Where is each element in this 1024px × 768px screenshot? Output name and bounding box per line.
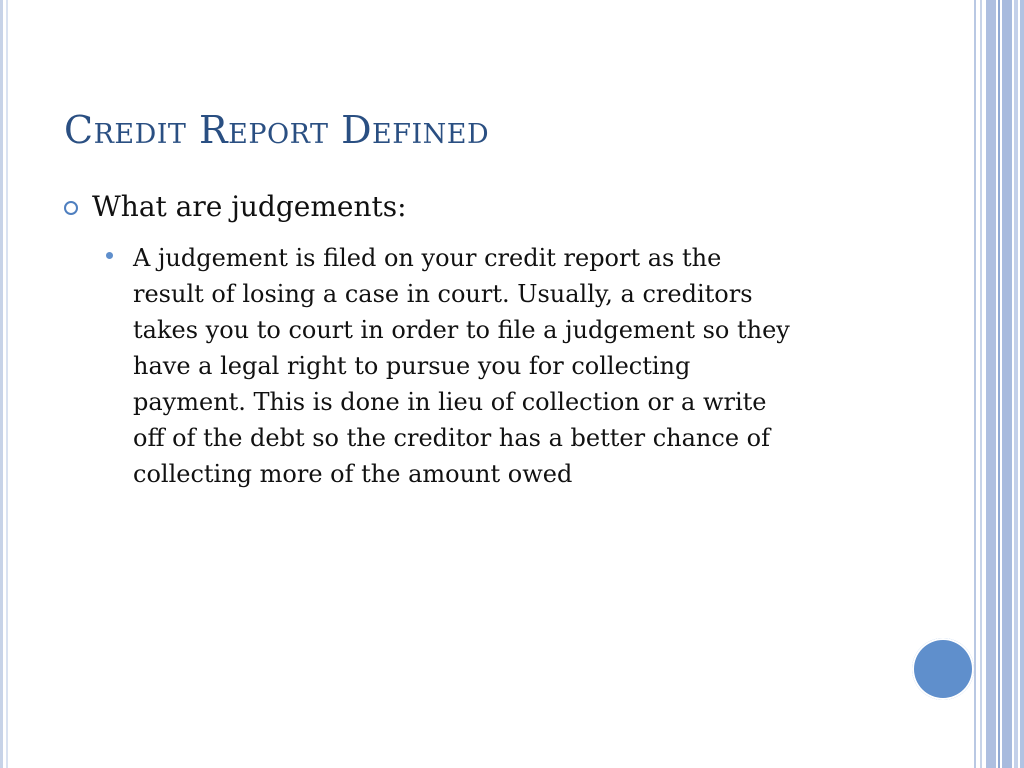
bullet-level-1-text: What are judgements: — [92, 190, 407, 223]
right-stripe — [986, 0, 996, 768]
paragraph-line: collecting more of the amount owed — [133, 460, 573, 488]
paragraph-line: off of the debt so the creditor has a better chance of — [133, 424, 770, 452]
right-stripe — [980, 0, 982, 768]
paragraph-line: A judgement is filed on your credit report as the — [133, 244, 722, 272]
right-stripe — [974, 0, 976, 768]
right-stripe — [1002, 0, 1012, 768]
right-border-decoration — [974, 0, 1024, 768]
ring-bullet-icon — [64, 201, 78, 215]
paragraph-line: payment. This is done in lieu of collection or a write — [133, 388, 767, 416]
paragraph-line: have a legal right to pursue you for collecting — [133, 352, 691, 380]
slide-title: Credit Report Defined — [64, 108, 490, 152]
bullet-level-1 — [64, 189, 884, 225]
paragraph-line: result of losing a case in court. Usually, a creditors — [133, 280, 753, 308]
paragraph-line: takes you to court in order to file a judgement so they — [133, 316, 790, 344]
left-stripe — [6, 0, 8, 768]
left-stripe — [0, 0, 3, 768]
bullet-level-2-paragraph — [133, 240, 893, 492]
decorative-circle — [912, 638, 974, 700]
right-stripe — [998, 0, 1000, 768]
right-stripe — [1014, 0, 1018, 768]
bullet-level-2 — [106, 240, 906, 492]
dot-bullet-icon — [106, 252, 113, 259]
left-border-decoration — [0, 0, 12, 768]
right-stripe — [1020, 0, 1024, 768]
